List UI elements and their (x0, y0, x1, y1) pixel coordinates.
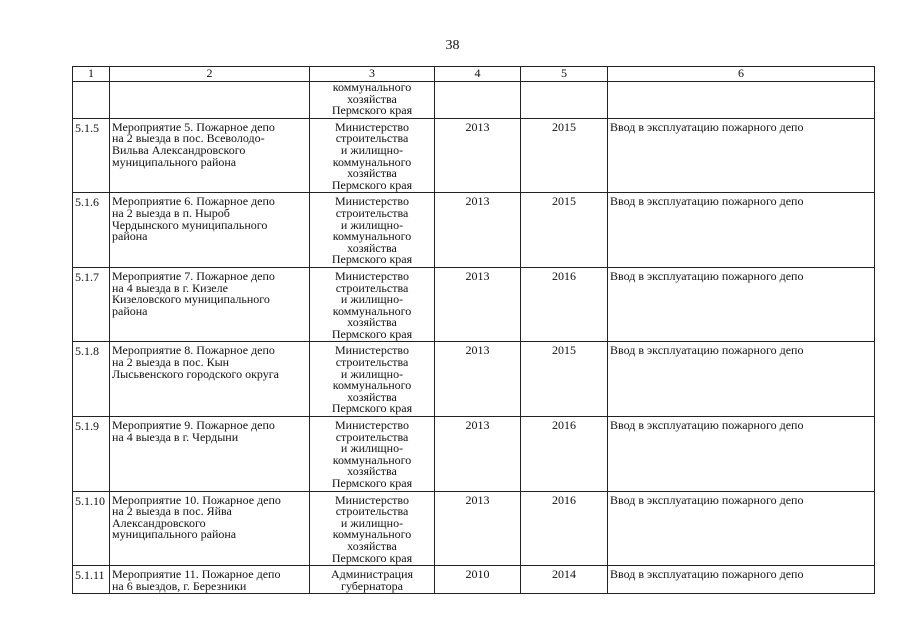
table-row (73, 566, 875, 594)
continuation-row (73, 82, 875, 119)
cell-event: Мероприятие 9. Пожарное депо на 4 выезда в г. Чердыни (110, 417, 310, 492)
cell-executor: коммунального хозяйства Пермского края (310, 82, 435, 119)
column-header-5: 5 (521, 67, 608, 82)
cell-executor: Министерство строительства и жилищно- коммунального хозяйства Пермского края (310, 267, 435, 342)
cell-start: 2013 (435, 267, 521, 342)
table-row (73, 417, 875, 492)
table-row (73, 342, 875, 417)
page-number: 38 (445, 38, 460, 53)
cell-start: 2013 (435, 491, 521, 566)
cell-end (521, 82, 608, 119)
cell-start (435, 82, 521, 119)
table-row (73, 118, 875, 193)
cell-num: 5.1.9 (73, 417, 110, 492)
table-row (73, 193, 875, 268)
cell-num (73, 82, 110, 119)
cell-num: 5.1.5 (73, 118, 110, 193)
cell-event: Мероприятие 8. Пожарное депо на 2 выезда в пос. Кын Лысьвенского городского округа (110, 342, 310, 417)
cell-end: 2016 (521, 267, 608, 342)
cell-event: Мероприятие 11. Пожарное депо на 6 выездов, г. Березники (110, 566, 310, 594)
cell-executor: Министерство строительства и жилищно- коммунального хозяйства Пермского края (310, 118, 435, 193)
cell-result: Ввод в эксплуатацию пожарного депо (608, 566, 875, 594)
cell-result: Ввод в эксплуатацию пожарного депо (608, 417, 875, 492)
column-header-1: 1 (73, 67, 110, 82)
cell-event (110, 82, 310, 119)
cell-end: 2016 (521, 417, 608, 492)
cell-result: Ввод в эксплуатацию пожарного депо (608, 267, 875, 342)
cell-num: 5.1.8 (73, 342, 110, 417)
cell-result (608, 82, 875, 119)
cell-start: 2013 (435, 417, 521, 492)
column-number-row (73, 67, 875, 82)
cell-start: 2013 (435, 118, 521, 193)
cell-event: Мероприятие 10. Пожарное депо на 2 выезда в пос. Яйва Александровского муниципального района (110, 491, 310, 566)
table-row (73, 267, 875, 342)
cell-executor: Министерство строительства и жилищно- коммунального хозяйства Пермского края (310, 342, 435, 417)
cell-end: 2016 (521, 491, 608, 566)
cell-num: 5.1.10 (73, 491, 110, 566)
cell-end: 2015 (521, 118, 608, 193)
cell-end: 2015 (521, 342, 608, 417)
cell-executor: Министерство строительства и жилищно- коммунального хозяйства Пермского края (310, 193, 435, 268)
cell-event: Мероприятие 6. Пожарное депо на 2 выезда в п. Ныроб Чердынского муниципального района (110, 193, 310, 268)
cell-result: Ввод в эксплуатацию пожарного депо (608, 342, 875, 417)
cell-end: 2014 (521, 566, 608, 594)
column-header-3: 3 (310, 67, 435, 82)
cell-num: 5.1.11 (73, 566, 110, 594)
cell-executor: Министерство строительства и жилищно- коммунального хозяйства Пермского края (310, 417, 435, 492)
cell-event: Мероприятие 5. Пожарное депо на 2 выезда в пос. Всеволодо- Вильва Александровского муниципального района (110, 118, 310, 193)
cell-end: 2015 (521, 193, 608, 268)
cell-start: 2013 (435, 342, 521, 417)
cell-executor: Администрация губернатора (310, 566, 435, 594)
cell-event: Мероприятие 7. Пожарное депо на 4 выезда в г. Кизеле Кизеловского муниципального района (110, 267, 310, 342)
cell-start: 2010 (435, 566, 521, 594)
cell-result: Ввод в эксплуатацию пожарного депо (608, 118, 875, 193)
column-header-4: 4 (435, 67, 521, 82)
column-header-6: 6 (608, 67, 875, 82)
cell-num: 5.1.7 (73, 267, 110, 342)
cell-result: Ввод в эксплуатацию пожарного депо (608, 193, 875, 268)
table-row (73, 491, 875, 566)
cell-result: Ввод в эксплуатацию пожарного депо (608, 491, 875, 566)
column-header-2: 2 (110, 67, 310, 82)
table-body (73, 82, 875, 594)
cell-start: 2013 (435, 193, 521, 268)
cell-executor: Министерство строительства и жилищно- коммунального хозяйства Пермского края (310, 491, 435, 566)
measures-table (72, 66, 875, 594)
cell-num: 5.1.6 (73, 193, 110, 268)
